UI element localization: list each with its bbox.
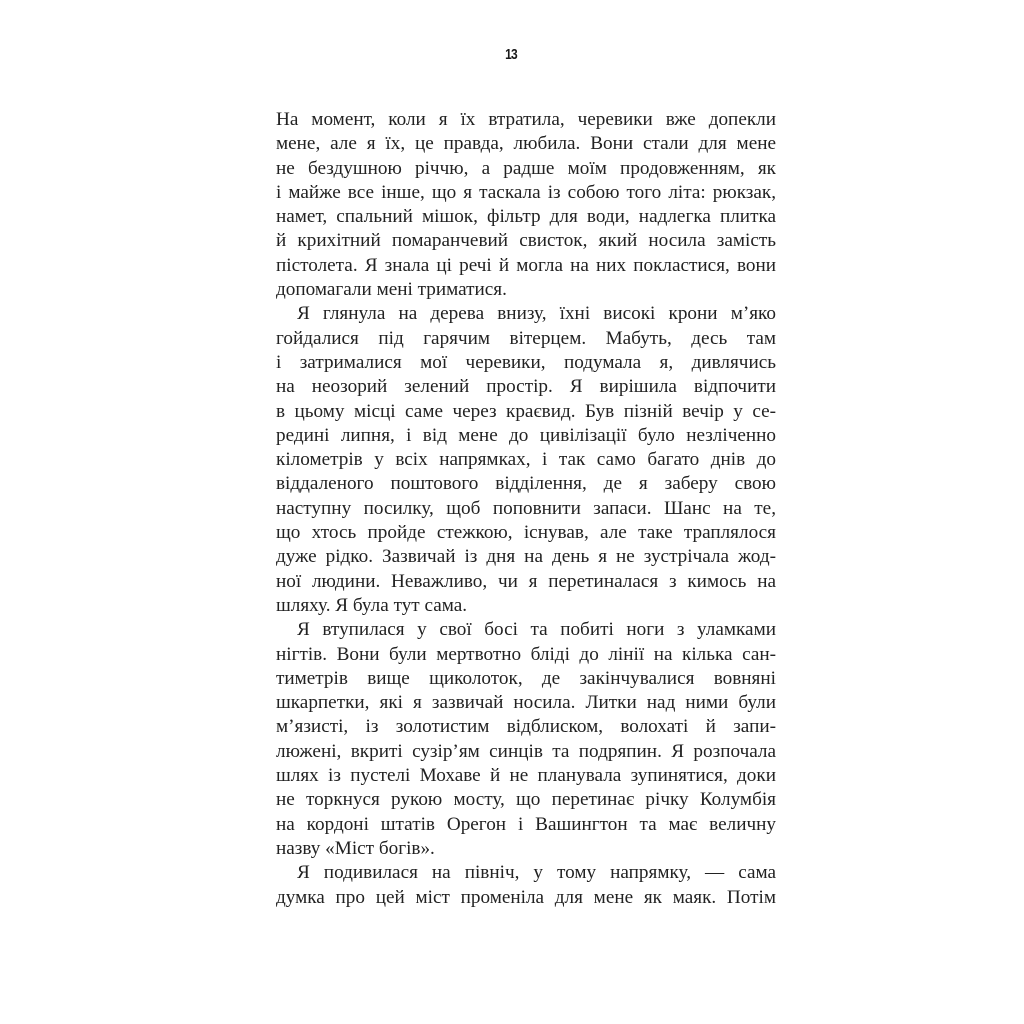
text-line: наступну посилку, щоб поповнити запаси. Шанс на те, — [276, 497, 776, 519]
text-line: намет, спальний мішок, фільтр для води, надлегка плитка — [276, 206, 776, 228]
text-line: на неозорий зелений простір. Я вирішила відпочити — [276, 376, 776, 398]
text-line: не торкнуся рукою мосту, що перетинає річку Колумбія — [276, 789, 776, 811]
text-line: в цьому місці саме через краєвид. Був пізній вечір у се- — [276, 400, 776, 422]
text-line: мене, але я їх, це правда, любила. Вони стали для мене — [276, 133, 776, 155]
text-line: думка про цей міст променіла для мене як маяк. Потім — [276, 886, 776, 908]
text-line: не бездушною річчю, а радше моїм продовженням, як — [276, 157, 776, 179]
body-text — [276, 108, 776, 910]
text-line: Я подивилася на північ, у тому напрямку, — сама — [297, 862, 776, 884]
text-line: і майже все інше, що я таскала із собою того літа: рюкзак, — [276, 181, 776, 203]
text-line: дуже рідко. Зазвичай із дня на день я не зустрічала жод- — [276, 546, 776, 568]
text-line: Я втупилася у свої босі та побиті ноги з уламками — [297, 619, 776, 641]
text-line: і затрималися мої черевики, подумала я, дивлячись — [276, 351, 776, 373]
text-line: на кордоні штатів Орегон і Вашингтон та має величну — [276, 813, 776, 835]
text-line: що хтось пройде стежкою, існував, але таке траплялося — [276, 522, 776, 544]
text-line: На момент, коли я їх втратила, черевики вже допекли — [276, 109, 776, 130]
paragraph-2 — [276, 302, 776, 618]
text-line: пістолета. Я знала ці речі й могла на них покластися, вони — [276, 254, 776, 276]
page-number: 13 — [505, 46, 517, 63]
text-line: назву «Міст богів». — [276, 837, 435, 859]
text-line: гойдалися під гарячим вітерцем. Мабуть, десь там — [276, 327, 776, 349]
text-line: тиметрів вище щиколоток, де закінчувалися вовняні — [276, 667, 776, 689]
paragraph-3 — [276, 618, 776, 861]
text-line: шляху. Я була тут сама. — [276, 594, 468, 616]
text-line: шкарпетки, які я зазвичай носила. Литки над ними були — [276, 692, 776, 714]
text-line: віддаленого поштового відділення, де я заберу свою — [276, 473, 776, 495]
text-line: й крихітний помаранчевий свисток, який носила замість — [276, 230, 776, 252]
paragraph-4 — [276, 861, 776, 910]
text-line: м’язисті, із золотистим відблиском, волохаті й запи- — [276, 716, 776, 738]
text-line: Я глянула на дерева внизу, їхні високі крони м’яко — [297, 303, 776, 325]
text-line: редині липня, і від мене до цивілізації було незліченно — [276, 424, 776, 446]
paragraph-1 — [276, 108, 776, 302]
text-line: нігтів. Вони були мертвотно бліді до лінії на кілька сан- — [276, 643, 776, 665]
text-line: шлях із пустелі Мохаве й не планувала зупинятися, доки — [276, 765, 776, 787]
text-line: допомагали мені триматися. — [276, 279, 507, 301]
text-line: люжені, вкриті сузір’ям синців та подряпин. Я розпочала — [276, 740, 776, 762]
text-line: ної людини. Неважливо, чи я перетиналася з кимось на — [276, 570, 776, 592]
text-line: кілометрів у всіх напрямках, і так само багато днів до — [276, 449, 776, 471]
